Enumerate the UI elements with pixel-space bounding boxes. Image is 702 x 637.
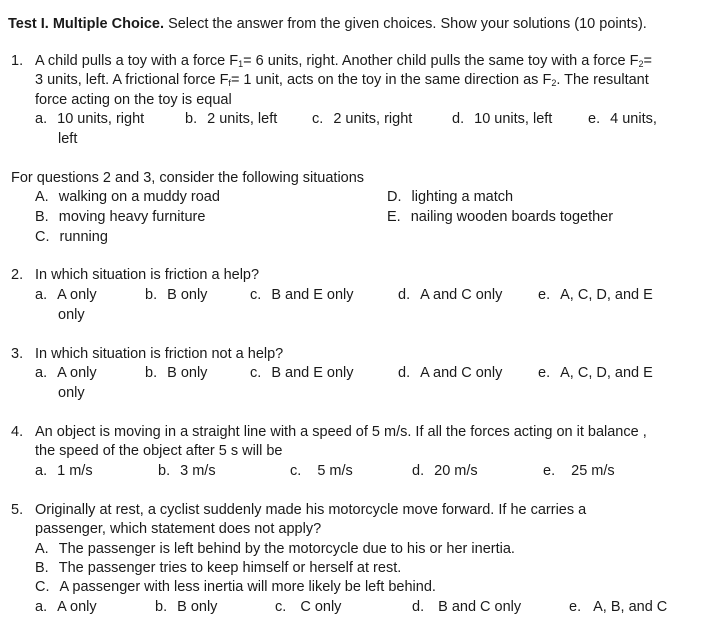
q2-option-a[interactable]: a. A only	[35, 287, 97, 303]
q1-line3: force acting on the toy is equal	[35, 92, 232, 108]
q2-text: In which situation is friction a help?	[35, 267, 260, 283]
q2-number: 2.	[11, 267, 24, 283]
situation-e: E. nailing wooden boards together	[387, 209, 614, 225]
test-instructions: Select the answer from the given choices. Show your solutions (10 points).	[168, 16, 647, 32]
q3-number: 3.	[11, 346, 24, 362]
q4-number: 4.	[11, 424, 24, 440]
q4-option-a[interactable]: a. 1 m/s	[35, 463, 93, 479]
q2-option-d[interactable]: d. A and C only	[398, 287, 503, 303]
situation-b: B. moving heavy furniture	[35, 209, 206, 225]
q4-line2: the speed of the object after 5 s will be	[35, 443, 283, 459]
q3-option-e[interactable]: e. A, C, D, and E	[538, 365, 653, 381]
q1-line2: 3 units, left. A frictional force $F_f= 1$ unit, acts on the toy in the same direction as $F_2$. The resultant	[35, 72, 649, 88]
q3-text: In which situation is friction not a help?	[35, 346, 284, 362]
test-header	[8, 15, 647, 33]
q4-option-c[interactable]: c. 5 m/s	[290, 463, 353, 479]
q3-option-a-cont: only	[58, 385, 85, 401]
q1-option-e-cont: left	[58, 131, 78, 147]
q1-option-a[interactable]: a. 10 units, right	[35, 111, 145, 127]
q5-statement-c: C. A passenger with less inertia will more likely be left behind.	[35, 579, 436, 595]
situation-d: D. lighting a match	[387, 189, 514, 205]
q4-option-e[interactable]: e. 25 m/s	[543, 463, 615, 479]
q1-option-b[interactable]: b. 2 units, left	[185, 111, 278, 127]
q5-number: 5.	[11, 502, 24, 518]
q3-option-c[interactable]: c. B and E only	[250, 365, 354, 381]
q4-line1: An object is moving in a straight line with a speed of 5 m/s. If all the forces acting on it balance ,	[35, 424, 647, 440]
q1-number: 1.	[11, 53, 24, 69]
q2-option-a-cont: only	[58, 307, 85, 323]
q3-option-b[interactable]: b. B only	[145, 365, 208, 381]
q2-option-b[interactable]: b. B only	[145, 287, 208, 303]
q5-option-d[interactable]: d. B and C only	[412, 599, 522, 615]
q1-option-d[interactable]: d. 10 units, left	[452, 111, 553, 127]
situations-intro: For questions 2 and 3, consider the following situations	[11, 170, 365, 186]
q2-option-c[interactable]: c. B and E only	[250, 287, 354, 303]
q5-statement-a: A. The passenger is left behind by the motorcycle due to his or her inertia.	[35, 541, 515, 557]
q5-statement-b: B. The passenger tries to keep himself or herself at rest.	[35, 560, 402, 576]
test-title: Test I. Multiple Choice.	[8, 16, 165, 32]
q1-option-c[interactable]: c. 2 units, right	[312, 111, 413, 127]
q5-option-c[interactable]: c. C only	[275, 599, 342, 615]
q3-option-a[interactable]: a. A only	[35, 365, 97, 381]
q2-option-e[interactable]: e. A, C, D, and E	[538, 287, 653, 303]
q5-option-e[interactable]: e. A, B, and C	[569, 599, 668, 615]
q1-line1: A child pulls a toy with a force $F_1= 6$ units, right. Another child pulls the same toy with a force $F_2=$	[35, 53, 652, 69]
q5-line1: Originally at rest, a cyclist suddenly made his motorcycle move forward. If he carries a	[35, 502, 587, 518]
q1-option-e[interactable]: e. 4 units,	[588, 111, 657, 127]
situation-c: C. running	[35, 229, 108, 245]
q5-option-a[interactable]: a. A only	[35, 599, 97, 615]
q3-option-d[interactable]: d. A and C only	[398, 365, 503, 381]
q4-option-b[interactable]: b. 3 m/s	[158, 463, 216, 479]
q4-option-d[interactable]: d. 20 m/s	[412, 463, 478, 479]
q5-option-b[interactable]: b. B only	[155, 599, 218, 615]
situation-a: A. walking on a muddy road	[35, 189, 220, 205]
q5-line2: passenger, which statement does not apply?	[35, 521, 322, 537]
